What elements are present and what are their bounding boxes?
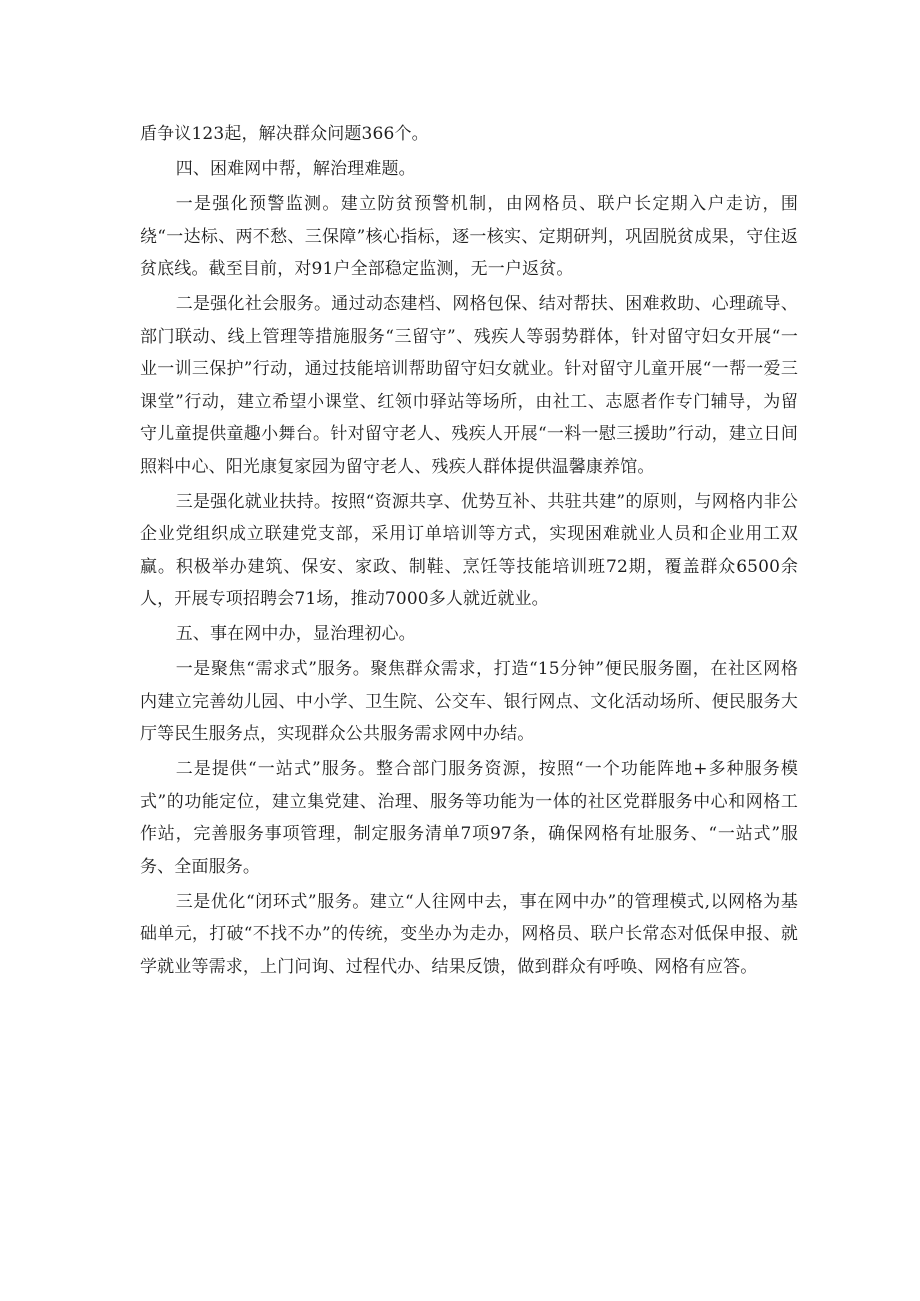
paragraph-continuation: 盾争议123起，解决群众问题366个。 [140, 124, 429, 144]
document-body [140, 118, 798, 986]
section-heading-four: 四、困难网中帮，解治理难题。 [175, 159, 416, 179]
paragraph-employment-support: 三是强化就业扶持。按照“资源共享、优势互补、共驻共建”的原则，与网格内非公企业党组织成立联建党支部，采用订单培训等方式，实现困难就业人员和企业用工双赢。积极举办建筑、保安、家政、制鞋、烹饪等技能培训班72期，覆盖群众6500余人，开展专项招聘会71场，推动7000多人就近就业。 [140, 491, 798, 609]
paragraph-closed-loop-service: 三是优化“闭环式”服务。建立“人往网中去，事在网中办”的管理模式,以网格为基础单元，打破“不找不办”的传统，变坐办为走办，网格员、联户长常态对低保申报、就学就业等需求，上门问询、过程代办、结果反馈，做到群众有呼唤、网格有应答。 [140, 891, 798, 977]
paragraph-one-stop-service: 二是提供“一站式”服务。整合部门服务资源，按照“一个功能阵地+多种服务模式”的功能定位，建立集党建、治理、服务等功能为一体的社区党群服务中心和网格工作站，完善服务事项管理，制定服务清单7项97条，确保网格有址服务、“一站式”服务、全面服务。 [140, 759, 798, 877]
paragraph-warning-monitoring: 一是强化预警监测。建立防贫预警机制，由网格员、联户长定期入户走访，围绕“一达标、两不愁、三保障”核心指标，逐一核实、定期研判，巩固脱贫成果，守住返贫底线。截至目前，对91户全部稳定监测，无一户返贫。 [140, 194, 798, 279]
paragraph-demand-service: 一是聚焦“需求式”服务。聚焦群众需求，打造“15分钟”便民服务圈，在社区网格内建立完善幼儿园、中小学、卫生院、公交车、银行网点、文化活动场所、便民服务大厅等民生服务点，实现群众公共服务需求网中办结。 [140, 659, 798, 744]
paragraph-social-services: 二是强化社会服务。通过动态建档、网格包保、结对帮扶、困难救助、心理疏导、部门联动、线上管理等措施服务“三留守”、残疾人等弱势群体，针对留守妇女开展“一业一训三保护”行动，通过技能培训帮助留守妇女就业。针对留守儿童开展“一帮一爱三课堂”行动，建立希望小课堂、红领巾驿站等场所，由社工、志愿者作专门辅导，为留守儿童提供童趣小舞台。针对留守老人、残疾人开展“一料一慰三援助”行动，建立日间照料中心、阳光康复家园为留守老人、残疾人群体提供温馨康养馆。 [140, 294, 798, 477]
section-heading-five: 五、事在网中办，显治理初心。 [175, 624, 416, 644]
